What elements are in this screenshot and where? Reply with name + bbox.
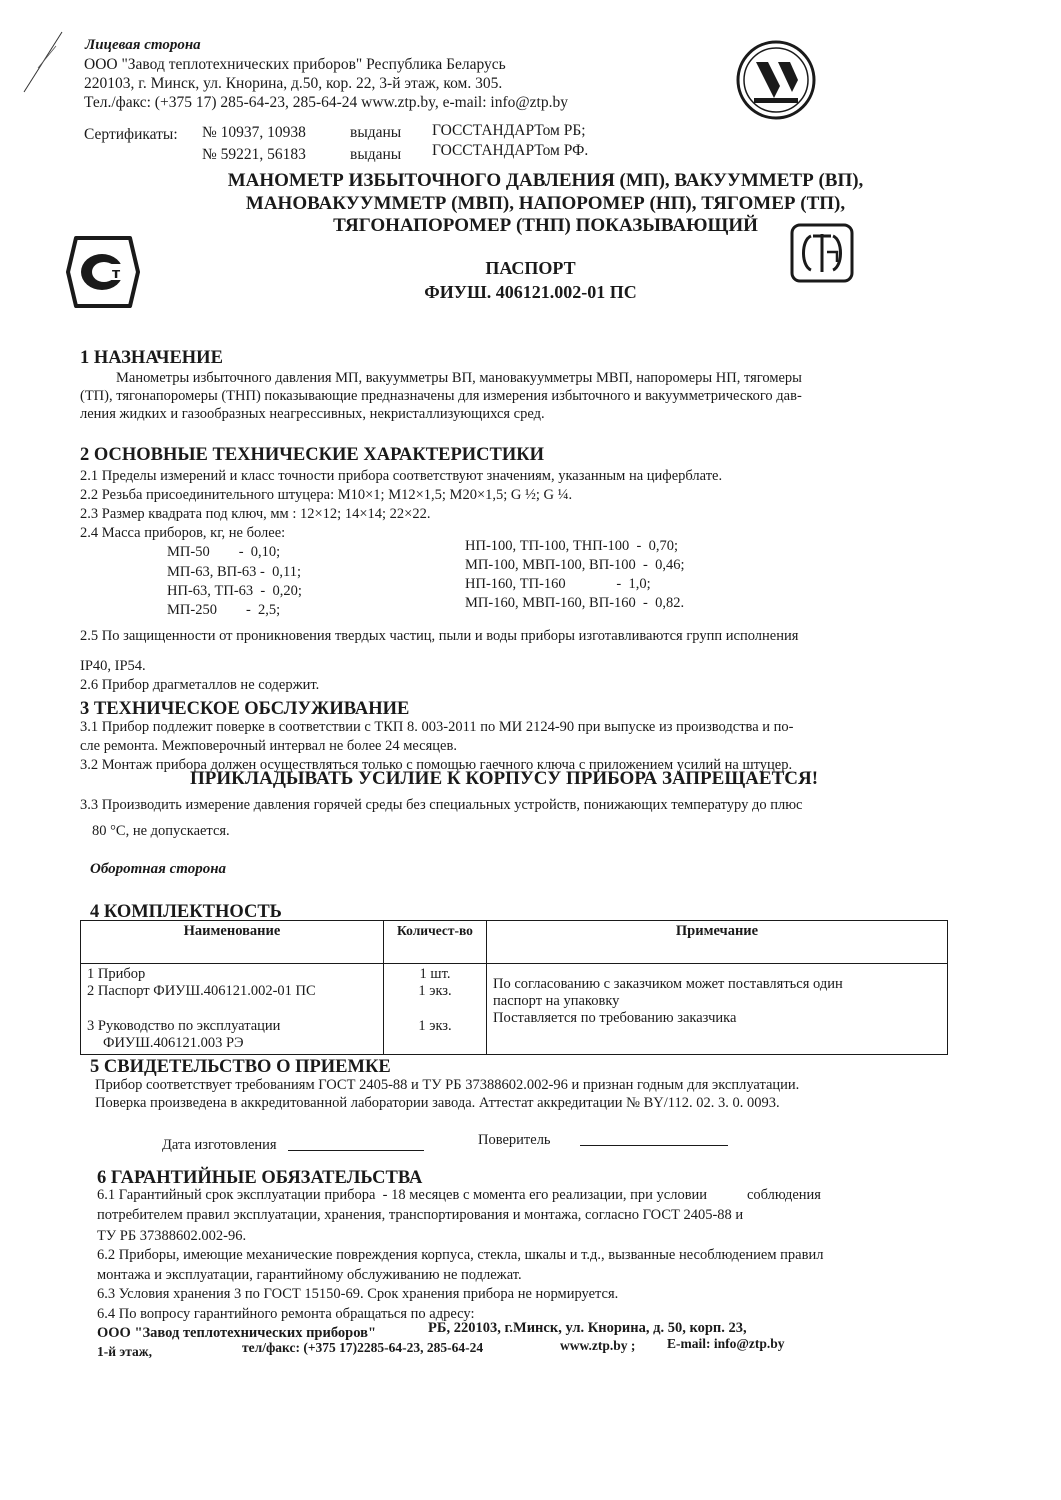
cert1-issued: выданы: [350, 124, 402, 141]
row2-name: 2 Паспорт ФИУШ.406121.002-01 ПС: [87, 983, 316, 999]
side-back-label: Оборотная сторона: [90, 861, 227, 877]
title-line-1: МАНОМЕТР ИЗБЫТОЧНОГО ДАВЛЕНИЯ (МП), ВАКУУММЕТР (ВП),: [227, 170, 864, 191]
s6-p3: 6.3 Условия хранения 3 по ГОСТ 15150-69. Срок хранения прибора не нормируется.: [97, 1286, 619, 1302]
s3-p3-b: 80 °С, не допускается.: [92, 823, 230, 839]
contacts-line: Тел./факс: (+375 17) 285-64-23, 285-64-24 www.ztp.by, e-mail: info@ztp.by: [84, 94, 568, 111]
section-2-heading: 2 ОСНОВНЫЕ ТЕХНИЧЕСКИЕ ХАРАКТЕРИСТИКИ: [80, 445, 545, 465]
side-front-label: Лицевая сторона: [85, 37, 201, 53]
section-5-heading: 5 СВИДЕТЕЛЬСТВО О ПРИЕМКЕ: [90, 1057, 391, 1077]
mass-left-3: НП-63, ТП-63 - 0,20;: [167, 583, 302, 599]
s1-line-2: (ТП), тягонапоромеры (ТНП) показывающие предназначены для измерения избыточного и вакуумметрического дав-: [80, 388, 802, 404]
s6-p4: 6.4 По вопросу гарантийного ремонта обращаться по адресу:: [97, 1306, 475, 1322]
section-4-heading: 4 КОМПЛЕКТНОСТЬ: [90, 902, 282, 922]
row2-qty: 1 экз.: [418, 983, 452, 999]
passport-code: ФИУШ. 406121.002-01 ПС: [424, 282, 637, 302]
cert-label: Сертификаты:: [84, 126, 178, 143]
service-phone: тел/факс: (+375 17)2285-64-23, 285-64-24: [242, 1340, 484, 1355]
mass-right-4: МП-160, МВП-160, ВП-160 - 0,82.: [465, 595, 685, 611]
company-line: ООО "Завод теплотехнических приборов" Республика Беларусь: [84, 56, 506, 73]
passport-title: ПАСПОРТ: [485, 258, 576, 278]
section-1-heading: 1 НАЗНАЧЕНИЕ: [80, 348, 223, 368]
s5-line-1: Прибор соответствует требованиям ГОСТ 2405-88 и ТУ РБ 37388602.002-96 и признан годным для эксплуатации.: [95, 1077, 800, 1093]
s3-p2: 3.2 Монтаж прибора должен осуществляться только с помощью гаечного ключа с приложением усилий на штуцер.: [80, 757, 793, 773]
company-logo: [734, 38, 818, 122]
mass-left-2: МП-63, ВП-63 - 0,11;: [167, 564, 301, 580]
section-3-heading: 3 ТЕХНИЧЕСКОЕ ОБСЛУЖИВАНИЕ: [80, 699, 410, 719]
col-name-header: Наименование: [81, 921, 384, 964]
s1-line-3: ления жидких и газообразных неагрессивных, некристаллизующихся сред.: [80, 406, 545, 422]
s6-p2-a: 6.2 Приборы, имеющие механические повреждения корпуса, стекла, шкалы и т.д., вызванные несоблюдением правил: [97, 1247, 824, 1263]
s3-p1-b: сле ремонта. Межповерочный интервал не более 24 месяцев.: [80, 738, 457, 754]
service-website: www.ztp.by ;: [560, 1338, 636, 1353]
table-header-row: [81, 921, 948, 964]
row3-name: 3 Руководство по эксплуатации: [87, 1018, 281, 1034]
service-floor: 1-й этаж,: [97, 1344, 152, 1359]
row1-name: 1 Прибор: [87, 966, 146, 982]
service-company: ООО "Завод теплотехнических приборов": [97, 1325, 376, 1341]
s2-p5-b: IP40, IP54.: [80, 658, 146, 674]
mass-left-4: МП-250 - 2,5;: [167, 602, 281, 618]
service-email: E-mail: info@ztp.by: [667, 1336, 785, 1351]
row3-name-2: ФИУШ.406121.003 РЭ: [103, 1035, 244, 1051]
cert1-by: ГОССТАНДАРТом РБ;: [432, 122, 586, 139]
cert2-by: ГОССТАНДАРТом РФ.: [432, 142, 589, 159]
corner-mark: [18, 28, 68, 98]
row3-note: Поставляется по требованию заказчика: [493, 1010, 737, 1026]
mass-right-1: НП-100, ТП-100, ТНП-100 - 0,70;: [465, 538, 679, 554]
warning-text: ПРИКЛАДЫВАТЬ УСИЛИЕ К КОРПУСУ ПРИБОРА ЗАПРЕЩАЕТСЯ!: [190, 768, 819, 789]
col-note-header: Примечание: [487, 921, 948, 964]
s6-p1-a: 6.1 Гарантийный срок эксплуатации прибора - 18 месяцев с момента его реализации, при условии соблюдения: [97, 1187, 821, 1203]
service-address: РБ, 220103, г.Минск, ул. Кнорина, д. 50, корп. 23,: [428, 1320, 747, 1336]
s3-p3-a: 3.3 Производить измерение давления горячей среды без специальных устройств, понижающих температуру до плюс: [80, 797, 803, 813]
address-line: 220103, г. Минск, ул. Кнорина, д.50, кор. 22, 3-й этаж, ком. 305.: [84, 75, 503, 92]
title-line-2: МАНОВАКУУММЕТР (МВП), НАПОРОМЕР (НП), ТЯГОМЕР (ТП),: [245, 193, 846, 214]
cert1-numbers: № 10937, 10938: [202, 124, 306, 141]
table-row: [81, 964, 948, 1055]
row2-note: По согласованию с заказчиком может поставляться один паспорт на упаковку: [493, 976, 843, 1009]
section-6-heading: 6 ГАРАНТИЙНЫЕ ОБЯЗАТЕЛЬСТВА: [97, 1168, 423, 1188]
completeness-table: [80, 920, 948, 1055]
cert2-issued: выданы: [350, 146, 402, 163]
cert2-numbers: № 59221, 56183: [202, 146, 306, 163]
s2-p3: 2.3 Размер квадрата под ключ, мм : 12×12; 14×14; 22×22.: [80, 506, 431, 522]
verifier-field: [580, 1145, 728, 1146]
s2-p2: 2.2 Резьба присоединительного штуцера: М10×1; М12×1,5; М20×1,5; G ½; G ¼.: [80, 487, 573, 503]
s2-p1: 2.1 Пределы измерений и класс точности прибора соответствуют значениям, указанным на циферблате.: [80, 468, 723, 484]
row1-qty: 1 шт.: [419, 966, 451, 982]
s6-p2-b: монтажа и эксплуатации, гарантийному обслуживанию не подлежат.: [97, 1267, 522, 1283]
s3-p1-a: 3.1 Прибор подлежит поверке в соответствии с ТКП 8. 003-2011 по МИ 2124-90 при выпуске из производства и по-: [80, 719, 794, 735]
s2-p6: 2.6 Прибор драгметаллов не содержит.: [80, 677, 320, 693]
manufacture-date-label: Дата изготовления: [162, 1137, 277, 1153]
s6-p1-c: ТУ РБ 37388602.002-96.: [97, 1228, 247, 1244]
title-line-3: ТЯГОНАПОРОМЕР (ТНП) ПОКАЗЫВАЮЩИЙ: [333, 215, 758, 236]
mass-right-3: НП-160, ТП-160 - 1,0;: [465, 576, 651, 592]
s2-p5-a: 2.5 По защищенности от проникновения твердых частиц, пыли и воды приборы изготавливаются групп исполнения: [80, 628, 799, 644]
s5-line-2: Поверка произведена в аккредитованной лаборатории завода. Аттестат аккредитации № BY/112. 02. 3. 0. 0093.: [95, 1095, 780, 1111]
svg-text:т: т: [112, 266, 121, 282]
row3-qty: 1 экз.: [418, 1018, 452, 1034]
col-qty-header: Количест-во: [384, 921, 487, 964]
mass-right-2: МП-100, МВП-100, ВП-100 - 0,46;: [465, 557, 685, 573]
manufacture-date-field: [288, 1150, 424, 1151]
s6-p1-b: потребителем правил эксплуатации, хранения, транспортирования и монтажа, согласно ГОСТ 2405-88 и: [97, 1207, 744, 1223]
mass-left-1: МП-50 - 0,10;: [167, 544, 281, 560]
verifier-label: Поверитель: [478, 1132, 551, 1148]
s2-p4: 2.4 Масса приборов, кг, не более:: [80, 525, 286, 541]
s1-line-1: Манометры избыточного давления МП, вакуумметры ВП, мановакуумметры МВП, напоромеры НП, тягомеры: [116, 370, 802, 386]
